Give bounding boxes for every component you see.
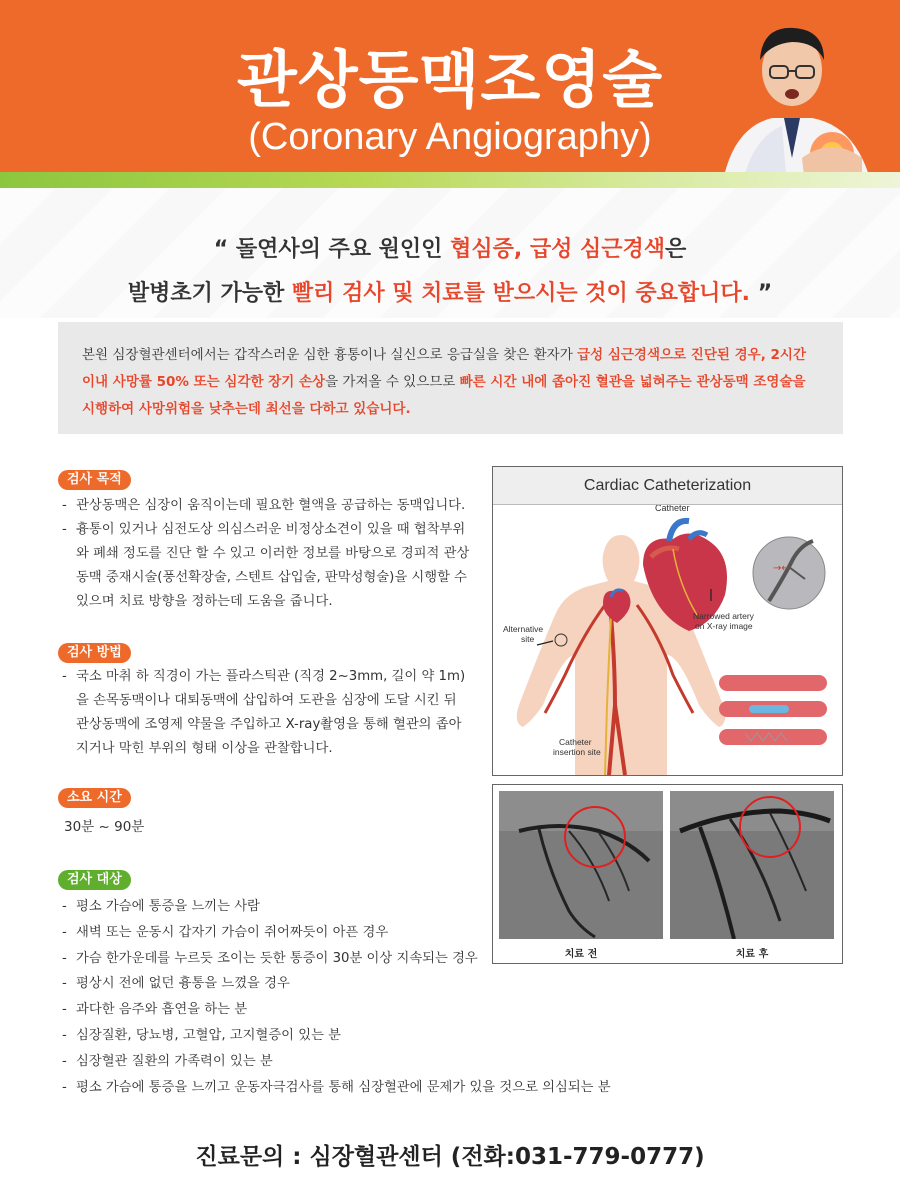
- list-item: - 평소 가슴에 통증을 느끼고 운동자극검사를 통해 심장혈관에 문제가 있을 것으로 의심되는 분: [58, 1075, 678, 1101]
- section-badge-duration: 소요 시간: [58, 788, 131, 808]
- list-item: - 평상시 전에 없던 흉통을 느꼈을 경우: [58, 971, 678, 997]
- label-narrowed-artery: Narrowed artery: [693, 611, 754, 621]
- list-item: - 새벽 또는 운동시 갑자기 가슴이 쥐어짜듯이 아픈 경우: [58, 920, 678, 946]
- intro-box: 본원 심장혈관센터에서는 갑작스러운 심한 흉통이나 실신으로 응급실을 찾은 환자가 급성 심근경색으로 진단된 경우, 2시간 이내 사망률 50% 또는 심각한 장기 손상을 가져올 수 있으므로 빠른 시간 내에 좁아진 혈관을 넓혀주는 관상동맥 조영술을 시행하여 사망위험을 낮추는데 최선을 다하고 있습니다.: [58, 322, 843, 434]
- catheterization-illustration: [493, 505, 842, 775]
- list-item: - 심장질환, 당뇨병, 고혈압, 고지혈증이 있는 분: [58, 1023, 678, 1049]
- list-item: - 심장혈관 질환의 가족력이 있는 분: [58, 1049, 678, 1075]
- list-item: - 국소 마취 하 직경이 가는 플라스틱관 (직경 2~3mm, 길이 약 1m)을 손목동맥이나 대퇴동맥에 삽입하여 도관을 심장에 도달 시킨 뒤 관상동맥에 조영제 약물을 주입하고 X-ray촬영을 통해 혈관의 좁아지거나 막힌 부위의 형태 이상을 관찰합니다.: [58, 665, 470, 761]
- duration-value: 30분 ~ 90분: [64, 819, 145, 835]
- quote-line-2: 발병초기 가능한 빨리 검사 및 치료를 받으시는 것이 중요합니다. ”: [127, 281, 773, 306]
- quote-line-1: “ 돌연사의 주요 원인인 협심증, 급성 심근경색은: [213, 237, 687, 262]
- xray-before-caption: 치료 전: [564, 949, 598, 960]
- page-subtitle: (Coronary Angiography): [248, 116, 652, 158]
- section-badge-purpose: 검사 목적: [58, 470, 131, 490]
- list-item: - 관상동맥은 심장이 움직이는데 필요한 혈액을 공급하는 동맥입니다.: [58, 494, 470, 518]
- xray-after-image: [670, 791, 834, 939]
- list-item: - 평소 가슴에 통증을 느끼는 사람: [58, 894, 678, 920]
- cardiac-catheterization-figure: [492, 466, 843, 776]
- angiography-xray-figure: [492, 784, 843, 964]
- section-badge-method: 검사 방법: [58, 643, 131, 663]
- figure-title: Cardiac Catheterization: [493, 467, 842, 505]
- method-list: [58, 665, 470, 761]
- svg-text:→←: →←: [773, 563, 790, 574]
- header-accent-stripe: [0, 172, 900, 188]
- list-item: - 과다한 음주와 흡연을 하는 분: [58, 997, 678, 1023]
- label-catheter: Catheter: [655, 505, 690, 513]
- label-alternative-site: Alternative: [503, 624, 544, 634]
- label-alternative-site-2: site: [521, 634, 535, 644]
- xray-after-caption: 치료 후: [735, 949, 769, 960]
- xray-before-image: [499, 791, 663, 939]
- label-catheter-insertion-site: insertion site: [553, 747, 601, 757]
- page-title: 관상동맥조영술: [236, 43, 664, 116]
- purpose-list: [58, 494, 470, 614]
- header-banner: [0, 0, 900, 176]
- list-item: - 흉통이 있거나 심전도상 의심스러운 비정상소견이 있을 때 협착부위와 폐쇄 정도를 진단 할 수 있고 이러한 정보를 바탕으로 경피적 관상동맥 중재시술(풍선확장술, 스텐트 삽입술, 판막성형술)을 시행할 수 있으며 치료 방향을 정하는데 도움을 줍니다.: [58, 518, 470, 614]
- label-catheter-insertion: Catheter: [559, 737, 592, 747]
- list-item: - 가슴 한가운데를 누르듯 조이는 듯한 통증이 30분 이상 지속되는 경우: [58, 946, 678, 972]
- doctor-chest-pain-illustration: [712, 8, 872, 176]
- contact-footer: 진료문의 : 심장혈관센터 (전화:031-779-0777): [195, 1144, 705, 1170]
- label-xray-image: on X-ray image: [695, 621, 753, 631]
- section-badge-target: 검사 대상: [58, 870, 131, 890]
